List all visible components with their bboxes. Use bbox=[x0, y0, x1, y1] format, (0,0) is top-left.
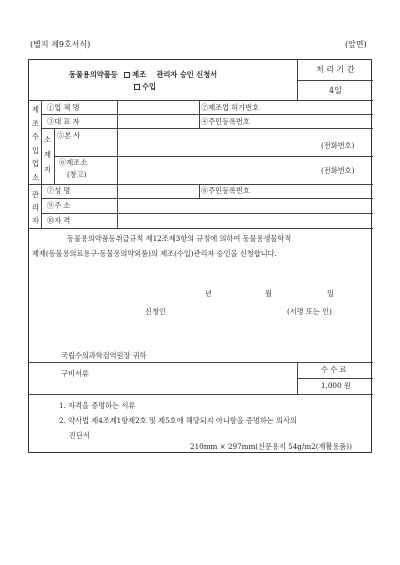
option-import: 수입 bbox=[142, 82, 156, 91]
manager-qualification-field[interactable] bbox=[118, 214, 371, 227]
factory-warehouse-label: (창고) bbox=[67, 170, 87, 179]
statement-line2: 제제(동물용의료용구·동물용의약외품)의 제조(수입)관리자 승인을 신청합니다. bbox=[32, 249, 277, 258]
representative-field[interactable] bbox=[118, 115, 198, 127]
import-checkbox[interactable] bbox=[134, 84, 140, 90]
document-item-2-line1: 2. 약사법 제4조제1항제2호 및 제5호에 해당되지 아니함을 증명하는 의사의 bbox=[59, 416, 297, 425]
title-prefix: 동물용의약품등 bbox=[69, 70, 118, 79]
title-suffix: 관리자 승인 신청서 bbox=[156, 70, 218, 79]
applicant-label: 신청인 bbox=[145, 307, 166, 316]
resident-id-label: ④주민등록번호 bbox=[201, 117, 250, 126]
manager-address-label: ⑨주 소 bbox=[47, 201, 71, 210]
license-number-label: ②제조업 허가번호 bbox=[201, 103, 260, 112]
option-manufacture: 제조 bbox=[132, 70, 147, 79]
fee-label: 수 수 료 bbox=[321, 365, 347, 374]
manager-resident-id-label: ⑧주민등록번호 bbox=[201, 186, 250, 195]
processing-period-label: 처 리 기 간 bbox=[316, 65, 355, 74]
manager-name-label: ⑦성 명 bbox=[47, 186, 71, 195]
paper-spec: 210mm × 297mm(신문용지 54g/m2(재활용품)) bbox=[190, 442, 352, 451]
location-label: 소 재 지 bbox=[44, 135, 51, 174]
form-number: (별지 제9호서식) bbox=[30, 40, 91, 49]
business-section-label: 제 조 수 입 업 소 bbox=[32, 105, 39, 182]
head-office-phone: (전화번호) bbox=[321, 141, 355, 150]
head-office-address-field[interactable] bbox=[118, 129, 318, 155]
factory-phone: (전화번호) bbox=[321, 166, 355, 175]
form-title-line1 bbox=[69, 71, 217, 79]
page-side-label: (앞면) bbox=[345, 40, 367, 49]
processing-period-value: 4일 bbox=[329, 86, 342, 95]
statement-line1: 동물용의약품등취급규칙 제12조제3항의 규정에 의하여 동물용생물학적 bbox=[67, 234, 292, 243]
application-form bbox=[28, 59, 372, 453]
manager-section-label: 관 리 자 bbox=[32, 190, 39, 225]
factory-label: ⑥제조소 bbox=[59, 158, 88, 167]
business-name-label: ①업 체 명 bbox=[47, 103, 80, 112]
document-item-1: 1. 자격을 증명하는 서류 bbox=[59, 401, 136, 410]
fee-value: 1,000 원 bbox=[321, 381, 351, 390]
manager-name-field[interactable] bbox=[118, 185, 198, 197]
manager-address-field[interactable] bbox=[118, 199, 371, 212]
representative-label: ③대 표 자 bbox=[47, 117, 80, 126]
form-title-line2 bbox=[134, 83, 156, 91]
date-month-label: 월 bbox=[265, 289, 272, 298]
manager-qualification-label: ⑩자 격 bbox=[47, 216, 71, 225]
document-item-2-line2: 진단서 bbox=[69, 431, 90, 440]
factory-address-field[interactable] bbox=[118, 157, 318, 183]
required-documents-label: 구비서류 bbox=[61, 369, 89, 378]
addressee: 국립수의과학검역원장 귀하 bbox=[61, 351, 147, 360]
manager-resident-id-field[interactable] bbox=[279, 185, 371, 197]
resident-id-field[interactable] bbox=[279, 115, 371, 127]
date-day-label: 일 bbox=[327, 289, 334, 298]
date-year-label: 년 bbox=[205, 289, 212, 298]
license-number-field[interactable] bbox=[279, 101, 371, 113]
manufacture-checkbox[interactable] bbox=[124, 72, 130, 78]
business-name-field[interactable] bbox=[118, 101, 198, 113]
signature-label: (서명 또는 인) bbox=[287, 307, 332, 316]
head-office-label: ⑤본 사 bbox=[57, 131, 81, 140]
